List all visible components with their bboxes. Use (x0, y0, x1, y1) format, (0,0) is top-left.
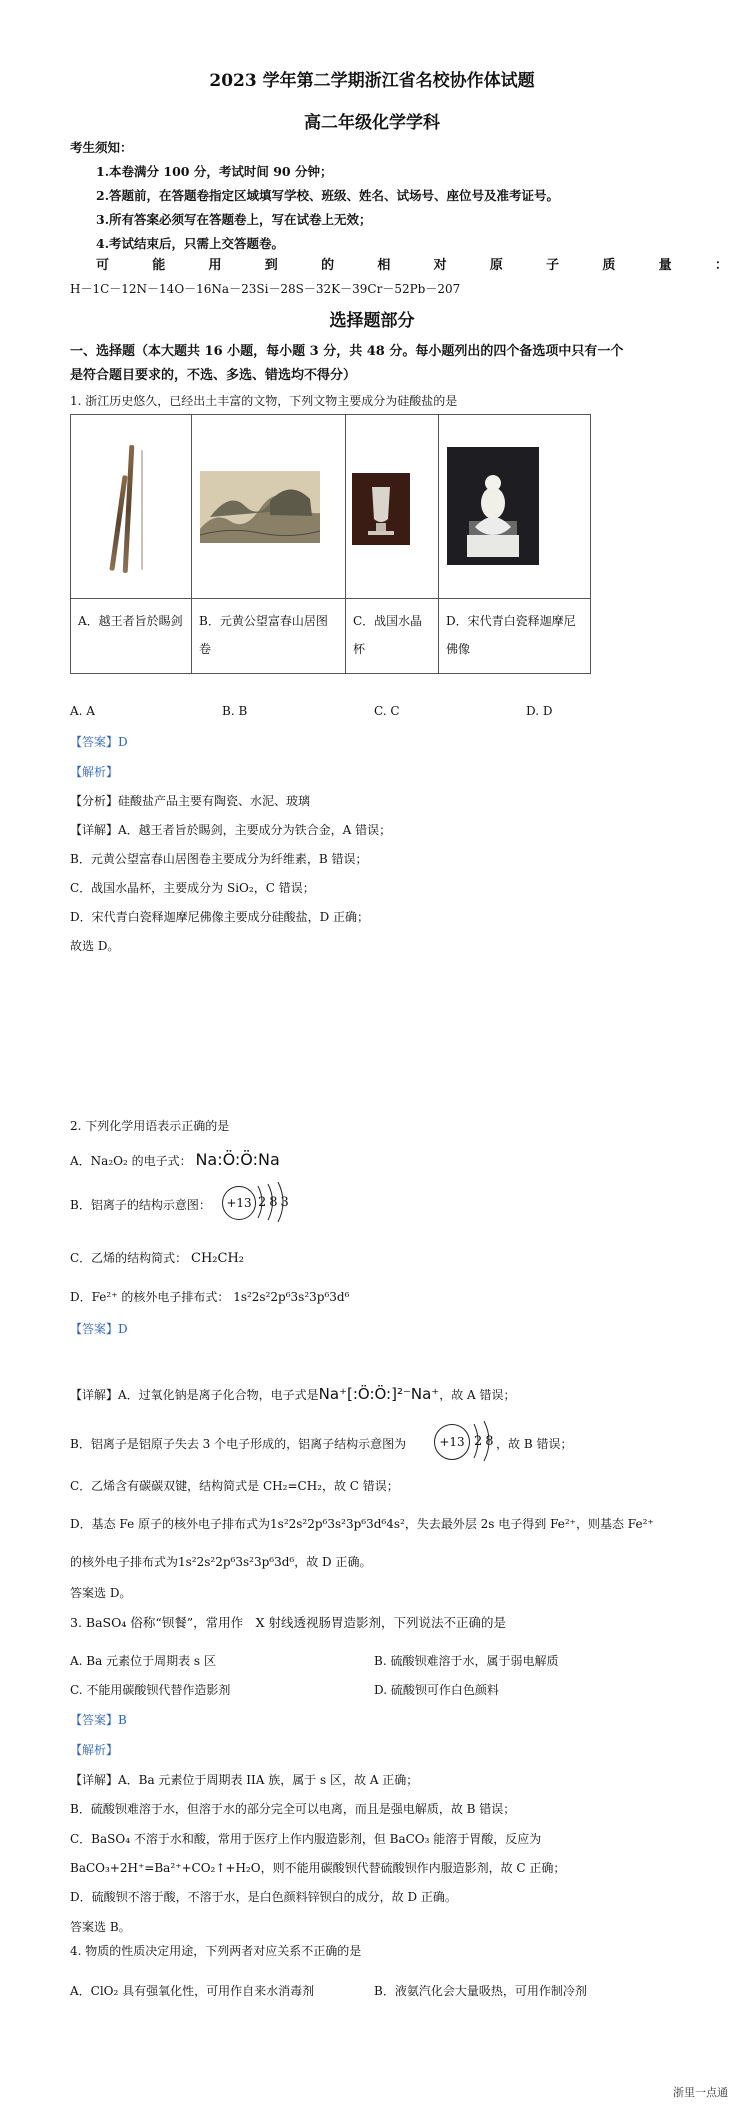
artifact-image-buddha (439, 415, 591, 599)
page-title: 2023 学年第二学期浙江省名校协作体试题 (209, 71, 535, 91)
option-c: C. C (374, 704, 400, 718)
notice-heading: 考生须知： (70, 140, 133, 155)
shell-electrons: 28 (474, 1434, 497, 1449)
notice-item: 3.所有答案必须写在答题卷上，写在试卷上无效； (96, 212, 372, 227)
answer-line: 【答案】D (70, 735, 128, 749)
analysis-line: 【分析】硅酸盐产品主要有陶瓷、水泥、玻璃 (70, 794, 311, 808)
option-a: A．ClO₂ 具有强氧化性，可用作自来水消毒剂 (70, 1984, 315, 1998)
detail-line: 【详解】A．越王者旨於睗剑，主要成分为铁合金，A 错误； (70, 823, 392, 837)
caption-option-c: C．战国水晶杯 (346, 599, 439, 674)
section-instruction: 是符合题目要求的，不选、多选、错选均不得分） (70, 368, 357, 383)
question-stem: 4. 物质的性质决定用途，下列两者对应关系不正确的是 (70, 1944, 362, 1958)
caption-option-b: B．元黄公望富春山居图卷 (192, 599, 346, 674)
artifact-image-painting (192, 415, 346, 599)
detail-line: 的核外电子排布式为1s²2s²2p⁶3s²3p⁶3d⁶，故 D 正确。 (70, 1555, 372, 1569)
option-c: C．乙烯的结构简式： CH₂CH₂ (70, 1251, 245, 1266)
option-b: B．液氨汽化会大量吸热，可用作制冷剂 (374, 1984, 587, 1998)
detail-line: C．BaSO₄ 不溶于水和酸，常用于医疗上作内服造影剂，但 BaCO₃ 能溶于胃酸，反应为 (70, 1832, 542, 1846)
notice-item: 4.考试结束后，只需上交答题卷。 (96, 236, 285, 251)
option-a: A. A (70, 704, 95, 718)
question-stem: 1. 浙江历史悠久，已经出土丰富的文物，下列文物主要成分为硅酸盐的是 (70, 394, 458, 408)
shell-electrons: 283 (258, 1195, 292, 1210)
section-instruction: 一、选择题（本大题共 16 小题，每小题 3 分，共 48 分。每小题列出的四个备选项中只有一个 (70, 344, 624, 359)
footer-brand: 浙里一点通 (673, 2086, 728, 2099)
section-title: 选择题部分 (329, 311, 415, 331)
artifact-image-sword (71, 415, 192, 599)
option-d: D. 硫酸钡可作白色颜料 (374, 1683, 499, 1697)
electron-formula: Na:Ö:Ö:Na (195, 1150, 280, 1169)
question-stem: 3. BaSO₄ 俗称“钡餐”，常用作 X 射线透视肠胃造影剂，下列说法不正确的是 (70, 1615, 506, 1630)
detail-line: D．宋代青白瓷释迦摩尼佛像主要成分硅酸盐，D 正确； (70, 910, 370, 924)
option-b: B. 硫酸钡难溶于水，属于弱电解质 (374, 1654, 559, 1668)
option-a: A. Ba 元素位于周期表 s 区 (70, 1654, 216, 1668)
option-c: C. 不能用碳酸钡代替作造影剂 (70, 1683, 231, 1697)
caption-option-a: A．越王者旨於睗剑 (71, 599, 192, 674)
electron-formula: Na⁺[:Ö:Ö:]²⁻Na⁺ (318, 1385, 440, 1403)
detail-line: B．元黄公望富春山居图卷主要成分为纤维素，B 错误； (70, 852, 368, 866)
option-b: B. B (222, 704, 248, 718)
artifact-image-crystal-cup (346, 415, 439, 599)
detail-line: B．硫酸钡难溶于水，但溶于水的部分完全可以电离，而且是强电解质，故 B 错误； (70, 1802, 516, 1816)
detail-line: BaCO₃+2H⁺=Ba²⁺+CO₂↑+H₂O，则不能用碳酸钡代替硫酸钡作内服造影剂，故 C 正确； (70, 1861, 566, 1875)
option-d: D. D (526, 704, 553, 718)
answer-line: 【答案】B (70, 1713, 127, 1727)
detail-line: D．硫酸钡不溶于酸，不溶于水，是白色颜料锌钡白的成分，故 D 正确。 (70, 1890, 457, 1904)
detail-line: 【详解】A．Ba 元素位于周期表 IIA 族，属于 s 区，故 A 正确； (70, 1773, 419, 1787)
notice-item: 2.答题前，在答题卷指定区域填写学校、班级、姓名、试场号、座位号及准考证号。 (96, 188, 560, 203)
caption-option-d: D．宋代青白瓷释迦摩尼佛像 (439, 599, 591, 674)
detail-line-tail: ，故 B 错误； (496, 1437, 573, 1451)
atomic-mass-values: H－1C－12N－14O－16Na－23Si－28S－32K－39Cr－52Pb－207 (70, 282, 461, 296)
detail-line: C．战国水晶杯，主要成分为 SiO₂，C 错误； (70, 881, 315, 895)
analysis-tag: 【解析】 (70, 765, 119, 779)
detail-line: C．乙烯含有碳碳双键，结构简式是 CH₂=CH₂，故 C 错误； (70, 1479, 399, 1493)
atomic-mass-label: 可 能 用 到 的 相 对 原 子 质 量 ： (96, 258, 728, 273)
answer-line: 【答案】D (70, 1322, 128, 1336)
option-d: D．Fe²⁺ 的核外电子排布式： 1s²2s²2p⁶3s²3p⁶3d⁶ (70, 1290, 350, 1304)
analysis-tag: 【解析】 (70, 1743, 119, 1757)
conclusion-line: 故选 D。 (70, 939, 120, 953)
conclusion-line: 答案选 B。 (70, 1920, 131, 1934)
question-stem: 2. 下列化学用语表示正确的是 (70, 1119, 230, 1133)
nucleus-circle: +13 (434, 1424, 470, 1460)
page-subtitle: 高二年级化学学科 (304, 113, 440, 133)
option-a: A．Na₂O₂ 的电子式： Na:Ö:Ö:Na (70, 1150, 280, 1169)
detail-line: B．铝离子是铝原子失去 3 个电子形成的，铝离子结构示意图为 (70, 1437, 407, 1451)
option-b: B．铝离子的结构示意图： (70, 1198, 211, 1212)
conclusion-line: 答案选 D。 (70, 1586, 132, 1600)
notice-item: 1.本卷满分 100 分，考试时间 90 分钟； (96, 164, 333, 179)
detail-line: 【详解】A．过氧化钠是离子化合物，电子式是Na⁺[:Ö:Ö:]²⁻Na⁺，故 A 错误； (70, 1385, 516, 1403)
detail-line: D．基态 Fe 原子的核外电子排布式为1s²2s²2p⁶3s²3p⁶3d⁶4s²，失去最外层 2s 电子得到 Fe²⁺，则基态 Fe²⁺ (70, 1517, 654, 1531)
nucleus-circle: +13 (222, 1186, 256, 1220)
artifact-table (70, 414, 591, 674)
